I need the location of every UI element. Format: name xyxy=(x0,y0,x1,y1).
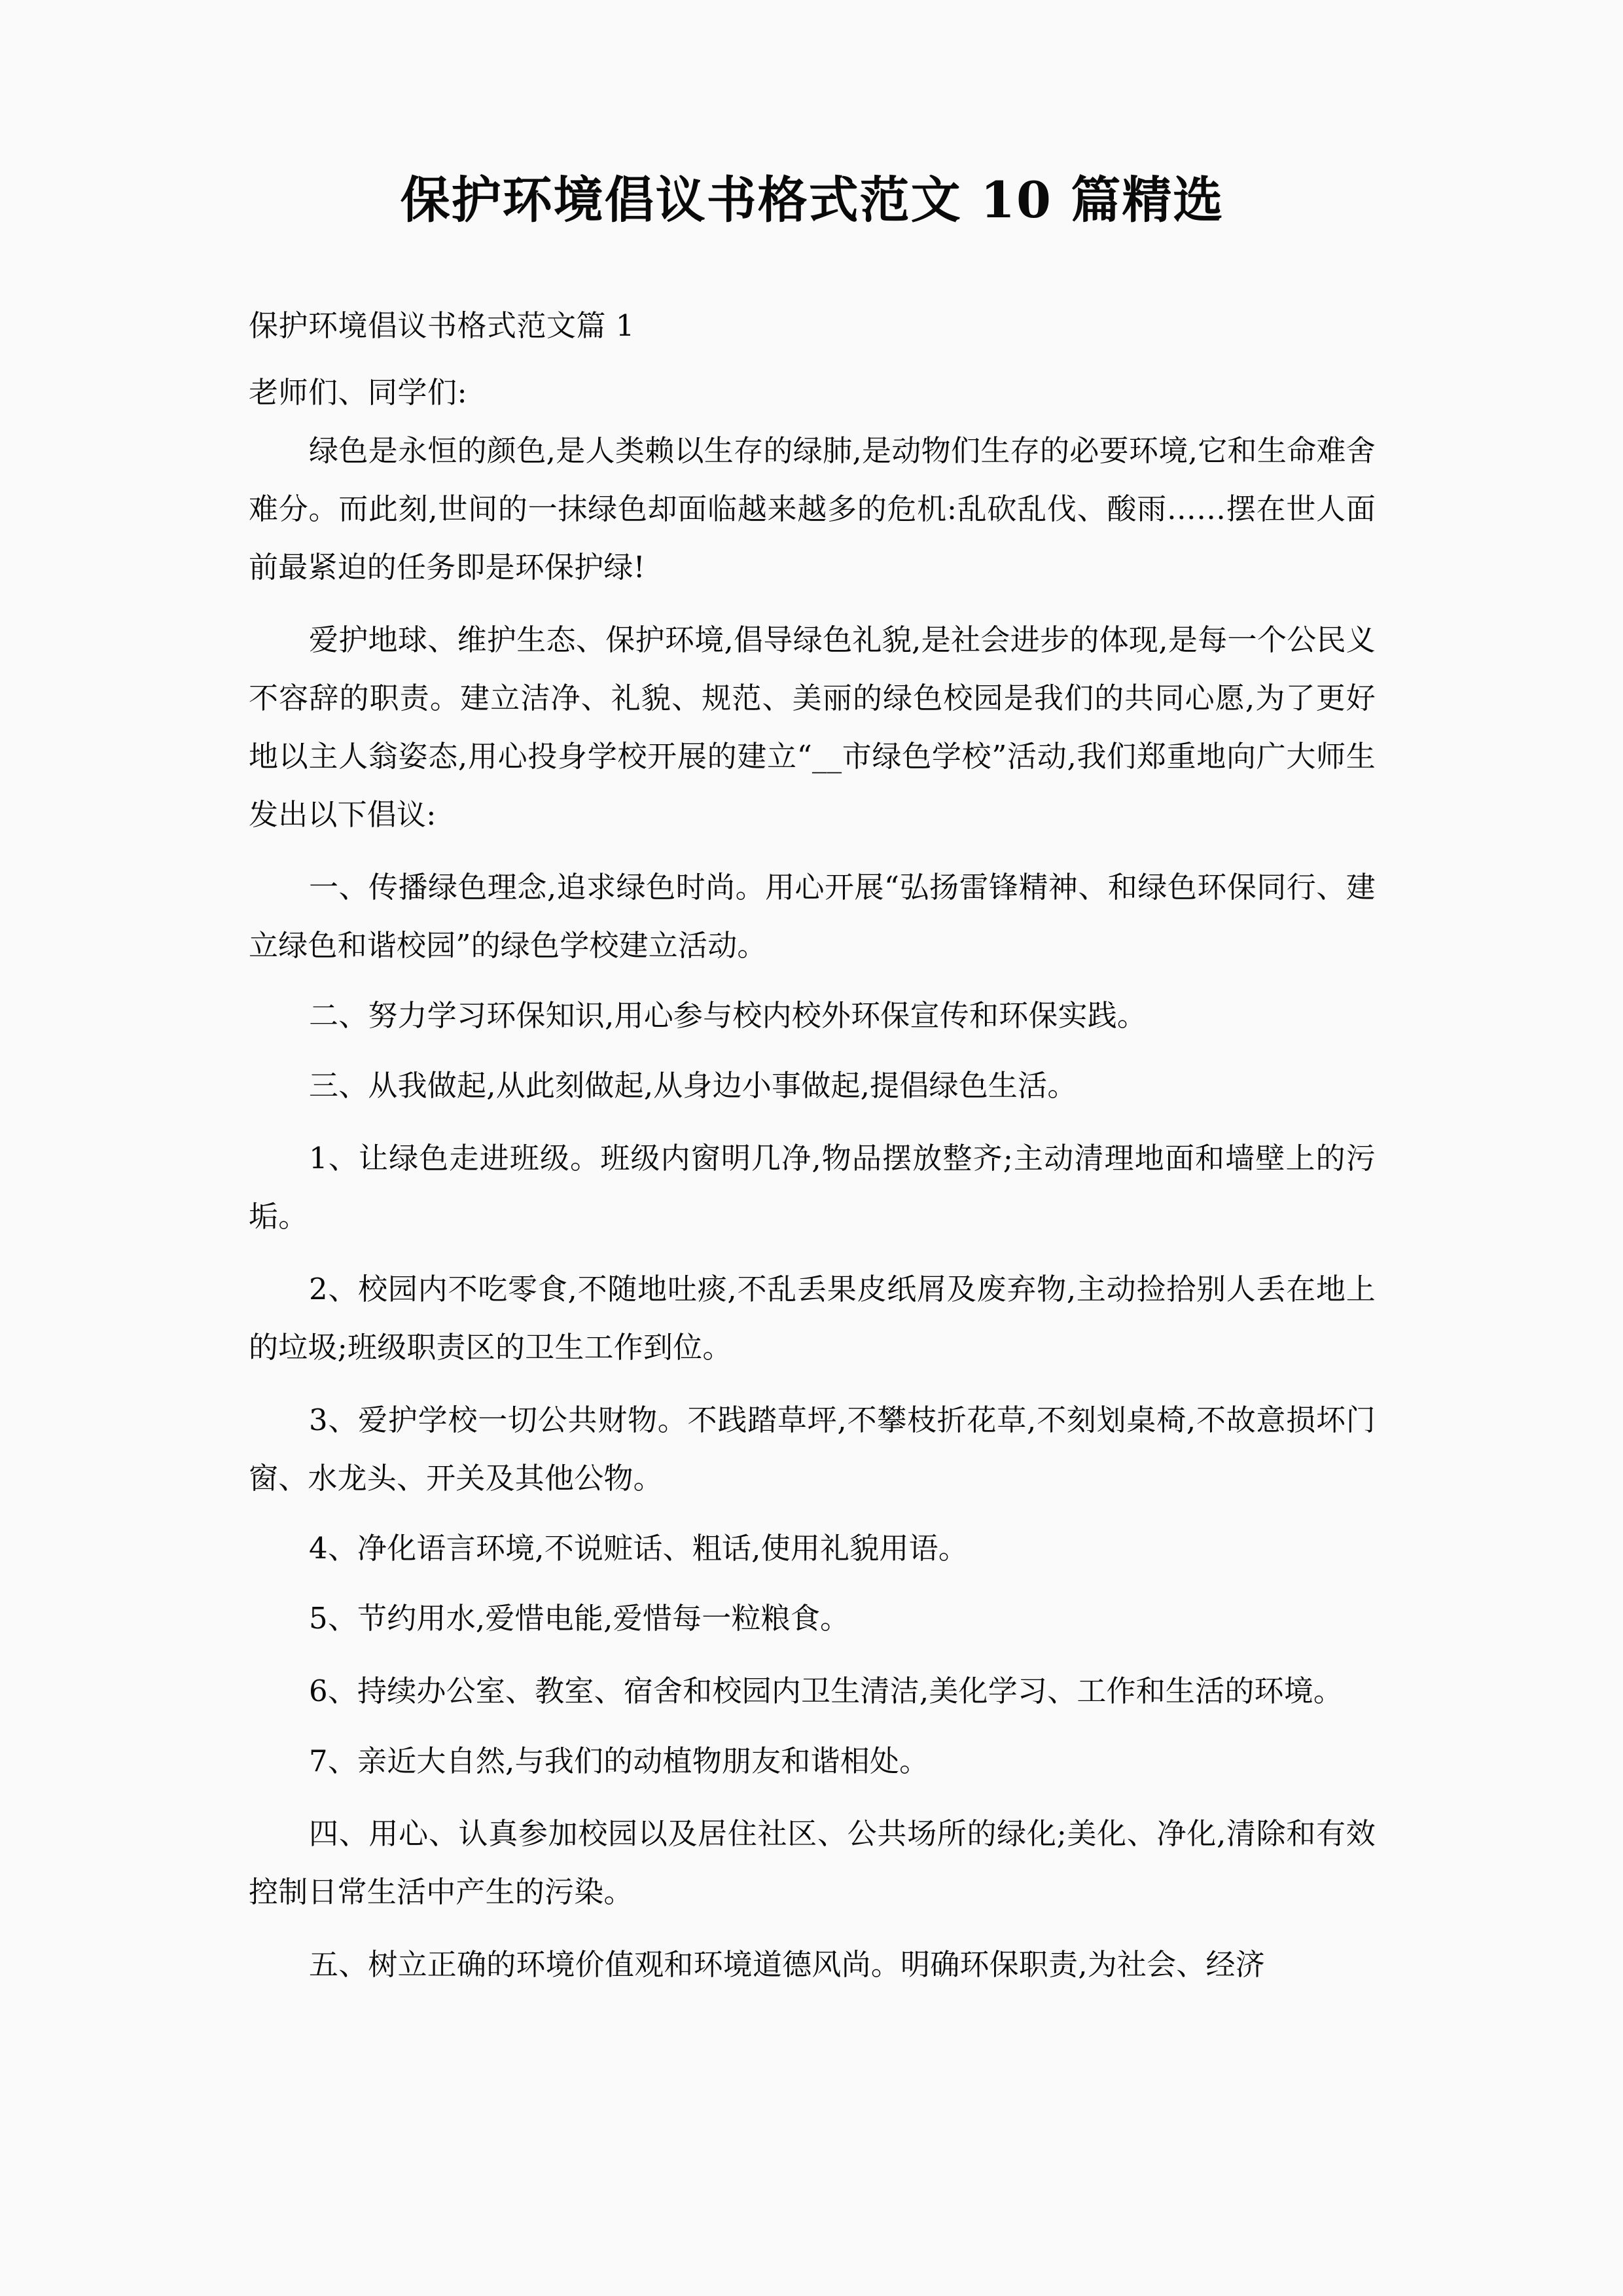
body-paragraph: 5、节约用水,爱惜电能,爱惜每一粒粮食。 xyxy=(309,1601,850,1636)
body-paragraph: 绿色是永恒的颜色,是人类赖以生存的绿肺,是动物们生存的必要环境,它和生命难舍难分。而此刻,世间的一抹绿色却面临越来越多的危机:乱砍乱伐、酸雨……摆在世人面前最紧迫的任务即是环保护绿! xyxy=(249,433,1376,584)
body-paragraph: 6、持续办公室、教室、宿舍和校园内卫生清洁,美化学习、工作和生活的环境。 xyxy=(309,1674,1344,1708)
body-paragraph: 2、校园内不吃零食,不随地吐痰,不乱丢果皮纸屑及废弃物,主动捡拾别人丢在地上的垃圾;班级职责区的卫生工作到位。 xyxy=(249,1272,1376,1365)
body-paragraph: 7、亲近大自然,与我们的动植物朋友和谐相处。 xyxy=(309,1744,929,1778)
section-heading: 保护环境倡议书格式范文篇 1 xyxy=(249,308,635,343)
body-paragraph: 爱护地球、维护生态、保护环境,倡导绿色礼貌,是社会进步的体现,是每一个公民义不容辞的职责。建立洁净、礼貌、规范、美丽的绿色校园是我们的共同心愿,为了更好地以主人翁姿态,用心投身学校开展的建立“__市绿色学校”活动,我们郑重地向广大师生发出以下倡议: xyxy=(249,622,1376,832)
body-paragraph: 四、用心、认真参加校园以及居住社区、公共场所的绿化;美化、净化,清除和有效控制日常生活中产生的污染。 xyxy=(249,1816,1376,1909)
document-content xyxy=(249,0,1376,1994)
salutation: 老师们、同学们: xyxy=(249,375,468,410)
body-paragraph: 1、让绿色走进班级。班级内窗明几净,物品摆放整齐;主动清理地面和墙壁上的污垢。 xyxy=(249,1141,1376,1234)
body-paragraph: 三、从我做起,从此刻做起,从身边小事做起,提倡绿色生活。 xyxy=(309,1068,1077,1103)
body-paragraph: 4、净化语言环境,不说赃话、粗话,使用礼貌用语。 xyxy=(309,1531,969,1566)
body-paragraph: 二、努力学习环保知识,用心参与校内校外环保宣传和环保实践。 xyxy=(309,998,1147,1033)
body-paragraph: 五、树立正确的环境价值观和环境道德风尚。明确环保职责,为社会、经济 xyxy=(309,1947,1265,1982)
body-paragraph: 3、爱护学校一切公共财物。不践踏草坪,不攀枝折花草,不刻划桌椅,不故意损坏门窗、水龙头、开关及其他公物。 xyxy=(249,1403,1376,1496)
page-title: 保护环境倡议书格式范文 10 篇精选 xyxy=(400,171,1224,229)
body-paragraph: 一、传播绿色理念,追求绿色时尚。用心开展“弘扬雷锋精神、和绿色环保同行、建立绿色和谐校园”的绿色学校建立活动。 xyxy=(249,870,1376,963)
